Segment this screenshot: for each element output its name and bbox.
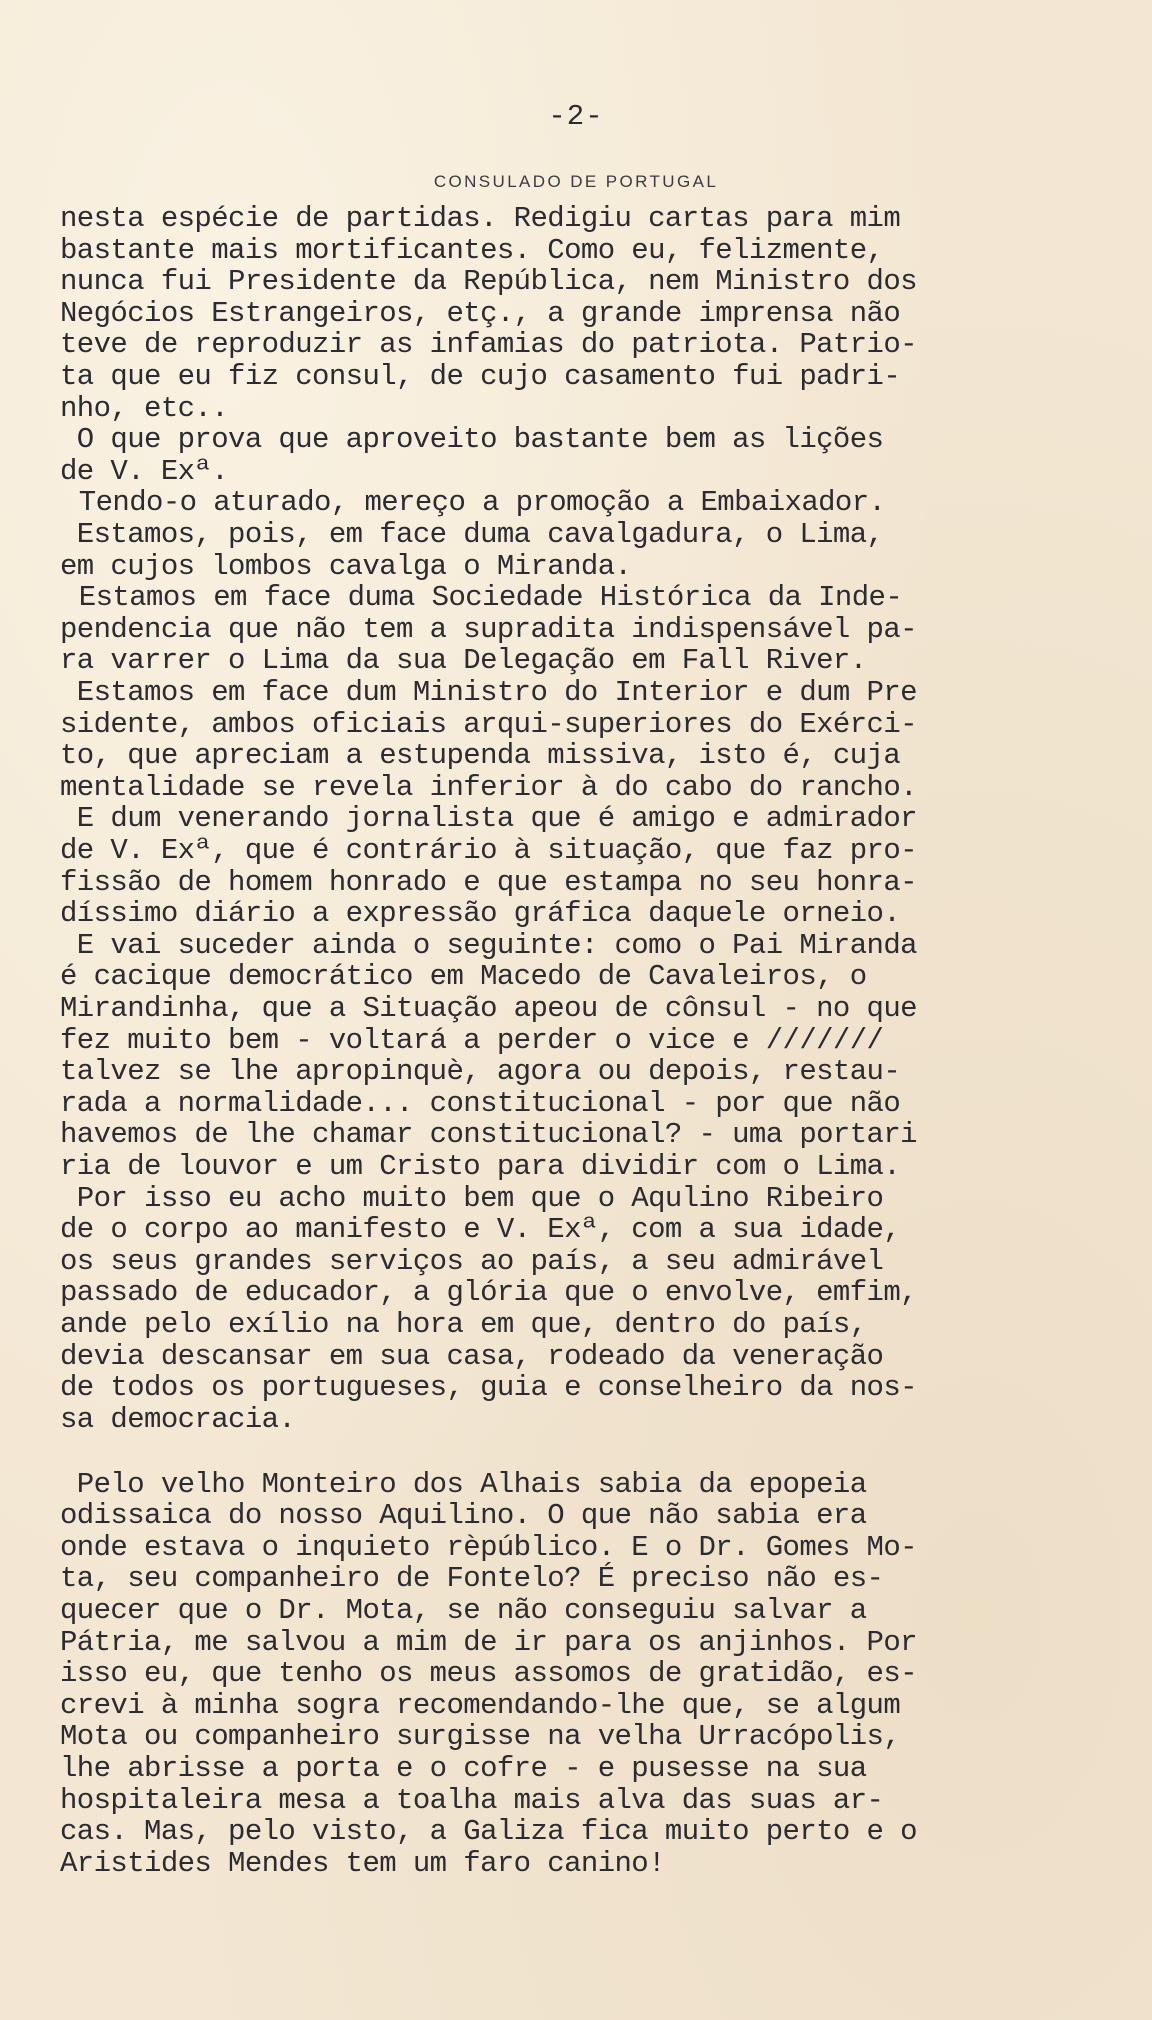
text-line: fez muito bem - voltará a perder o vice e /////// <box>60 1023 884 1057</box>
text-line: nunca fui Presidente da República, nem Ministro dos <box>60 265 917 299</box>
text-line: Tendo-o aturado, mereço a promoção a Embaixador. <box>62 486 886 520</box>
text-line: em cujos lombos cavalga o Miranda. <box>60 549 632 583</box>
text-line: de V. Exª, que é contrário à situação, que faz pro- <box>60 834 917 867</box>
text-line: teve de reproduzir as infamias do patriota. Patrio- <box>60 328 917 362</box>
text-line: cas. Mas, pelo visto, a Galiza fica muito perto e o <box>60 1815 917 1849</box>
text-line: crevi à minha sogra recomendando-lhe que, se algum <box>60 1688 901 1722</box>
text-line: onde estava o inquieto rèpúblico. E o Dr. Gomes Mo- <box>60 1530 917 1564</box>
text-line: de o corpo ao manifesto e V. Exª, com a sua idade, <box>60 1213 901 1247</box>
text-line: mentalidade se revela inferior à do cabo do rancho. <box>60 770 917 804</box>
text-line: odissaica do nosso Aquilino. O que não sabia era <box>60 1499 867 1533</box>
text-line: isso eu, que tenho os meus assomos de gratidão, es- <box>60 1657 917 1691</box>
text-line: é cacique democrático em Macedo de Cavaleiros, o <box>60 960 867 994</box>
text-line: Por isso eu acho muito bem que o Aqulino Ribeiro <box>60 1181 884 1215</box>
text-line: nesta espécie de partidas. Redigiu cartas para mim <box>60 202 901 235</box>
text-line: os seus grandes serviços ao país, a seu admirável <box>60 1244 884 1278</box>
text-line: Estamos, pois, em face duma cavalgadura, o Lima, <box>60 518 884 551</box>
text-line: to, que apreciam a estupenda missiva, isto é, cuja <box>60 739 901 773</box>
text-line: sa democracia. <box>60 1402 296 1436</box>
text-line: de V. Exª. <box>60 454 229 488</box>
text-line: Aristides Mendes tem um faro canino! <box>60 1846 665 1880</box>
text-line: passado de educador, a glória que o envolve, emfim, <box>60 1276 917 1310</box>
text-line: ria de louvor e um Cristo para dividir com o Lima. <box>60 1150 901 1183</box>
text-line: lhe abrisse a porta e o cofre - e pusesse na sua <box>60 1751 867 1785</box>
text-line: ra varrer o Lima da sua Delegação em Fall River. <box>60 644 867 678</box>
text-line: havemos de lhe chamar constitucional? - uma portari <box>60 1118 917 1152</box>
text-line: Pelo velho Monteiro dos Alhais sabia da epopeia <box>60 1467 867 1501</box>
page-number: -2- <box>548 100 604 133</box>
text-line: Mota ou companheiro surgisse na velha Urracópolis, <box>60 1720 901 1754</box>
text-line: fissão de homem honrado e que estampa no seu honra- <box>60 865 917 899</box>
text-line: sidente, ambos oficiais arqui-superiores do Exérci- <box>60 707 917 741</box>
text-line: hospitaleira mesa a toalha mais alva das suas ar- <box>60 1783 884 1817</box>
text-line: devia descansar em sua casa, rodeado da veneração <box>60 1339 884 1373</box>
text-line: talvez se lhe apropinquè, agora ou depois, restau- <box>60 1055 901 1089</box>
text-line: bastante mais mortificantes. Como eu, felizmente, <box>60 233 884 267</box>
text-line: Mirandinha, que a Situação apeou de cônsul - no que <box>60 992 917 1025</box>
text-line: Negócios Estrangeiros, etç., a grande imprensa não <box>60 296 901 330</box>
text-line: ta que eu fiz consul, de cujo casamento fui padri- <box>60 360 901 393</box>
text-line: de todos os portugueses, guia e conselheiro da nos- <box>60 1371 917 1405</box>
text-line: Estamos em face dum Ministro do Interior e dum Pre <box>60 676 917 709</box>
text-line: nho, etc.. <box>60 391 229 425</box>
text-line: E vai suceder ainda o seguinte: como o Pai Miranda <box>60 928 917 962</box>
text-line: ta, seu companheiro de Fontelo? É preciso não es- <box>60 1562 884 1596</box>
text-line: ande pelo exílio na hora em que, dentro do país, <box>60 1308 867 1341</box>
text-line: E dum venerando jornalista que é amigo e admirador <box>60 802 917 836</box>
text-line: Estamos em face duma Sociedade Histórica da Inde- <box>62 581 903 615</box>
text-line: rada a normalidade... constitucional - por que não <box>60 1086 901 1120</box>
text-line: O que prova que aproveito bastante bem as lições <box>60 423 884 457</box>
letterhead: CONSULADO DE PORTUGAL <box>433 172 719 191</box>
text-line: Pátria, me salvou a mim de ir para os anjinhos. Por <box>60 1625 917 1659</box>
text-line: díssimo diário a expressão gráfica daquele orneio. <box>60 897 901 931</box>
text-line: pendencia que não tem a supradita indispensável pa- <box>60 612 917 646</box>
text-line: quecer que o Dr. Mota, se não conseguiu salvar a <box>60 1593 867 1627</box>
